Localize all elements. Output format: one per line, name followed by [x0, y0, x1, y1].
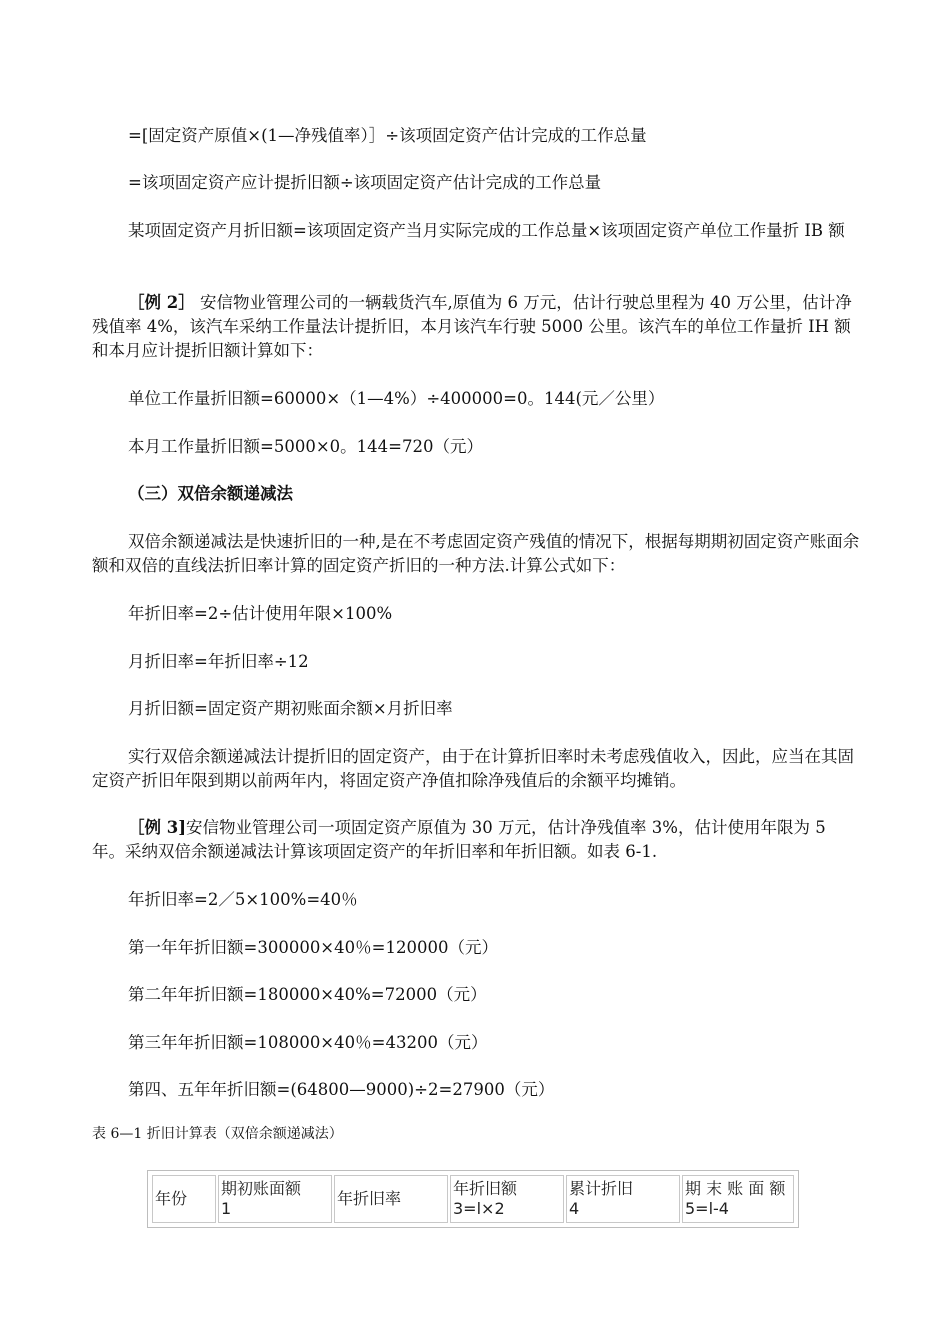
formula-line: 年折旧率=2÷估计使用年限×100%	[128, 604, 393, 623]
formula-line: =[固定资产原值×(1—净残值率）］÷该项固定资产估计完成的工作总量	[128, 126, 647, 145]
calculation-line: 第二年年折旧额=180000×40%=72000（元）	[128, 985, 487, 1004]
ddb-definition: 双倍余额递减法是快速折旧的一种,是在不考虑固定资产残值的情况下，根据每期期初固定资产账面余额和双倍的直线法折旧率计算的固定资产折旧的一种方法.计算公式如下：	[92, 532, 860, 575]
monthly-depreciation-definition: 某项固定资产月折旧额=该项固定资产当月实际完成的工作总量×该项固定资产单位工作量折 IB 额	[128, 221, 845, 240]
example-3-paragraph	[92, 816, 862, 864]
depreciation-table	[147, 1170, 799, 1228]
table-header-row	[152, 1175, 794, 1223]
calculation-line: 本月工作量折旧额=5000×0。144=720（元）	[128, 437, 483, 456]
formula-line: =该项固定资产应计提折旧额÷该项固定资产估计完成的工作总量	[128, 173, 602, 192]
calculation-line: 单位工作量折旧额=60000×（1—4%）÷400000=0。144(元／公里）	[128, 389, 665, 408]
formula-line: 月折旧率=年折旧率÷12	[128, 652, 309, 671]
calculation-line: 第三年年折旧额=108000×40％=43200（元）	[128, 1033, 488, 1052]
table-header-cell: 累计折旧 4	[566, 1175, 680, 1223]
example-body: 安信物业管理公司一项固定资产原值为 30 万元，估计净残值率 3%，估计使用年限为 5 年。采纳双倍余额递减法计算该项固定资产的年折旧率和年折旧额。如表 6-1.	[92, 818, 831, 861]
table-header-cell: 年折旧额 3=l×2	[450, 1175, 564, 1223]
calculation-line: 第四、五年年折旧额=(64800—9000)÷2=27900（元）	[128, 1080, 555, 1099]
table-caption: 表 6—1 折旧计算表（双倍余额递减法）	[92, 1126, 343, 1142]
example-body: 安信物业管理公司的一辆载货汽车,原值为 6 万元，估计行驶总里程为 40 万公里，估计净残值率 4%，该汽车采纳工作量法计提折旧，本月该汽车行驶 5000 公里。该汽车的单位工作量折 IH 额和本月应计提折旧额计算如下：	[92, 293, 852, 360]
table-header-cell: 期初账面额 1	[218, 1175, 332, 1223]
calculation-line: 第一年年折旧额=300000×40％=120000（元）	[128, 938, 498, 957]
ddb-note: 实行双倍余额递减法计提折旧的固定资产，由于在计算折旧率时未考虑残值收入，因此，应当在其固定资产折旧年限到期以前两年内，将固定资产净值扣除净残值后的余额平均摊销。	[92, 747, 854, 790]
section-heading: （三）双倍余额递减法	[128, 484, 293, 503]
table-header-cell: 年份	[152, 1175, 216, 1223]
table-header-cell: 年折旧率	[334, 1175, 448, 1223]
calculation-line: 年折旧率=2／5×100%=40％	[128, 890, 358, 909]
formula-line: 月折旧额=固定资产期初账面余额×月折旧率	[128, 699, 453, 718]
table-header-cell: 期 末 账 面 额 5=l-4	[682, 1175, 794, 1223]
example-label: ［例 3]	[128, 818, 187, 837]
example-2-paragraph	[92, 291, 862, 363]
example-label: ［例 2］	[128, 293, 195, 312]
